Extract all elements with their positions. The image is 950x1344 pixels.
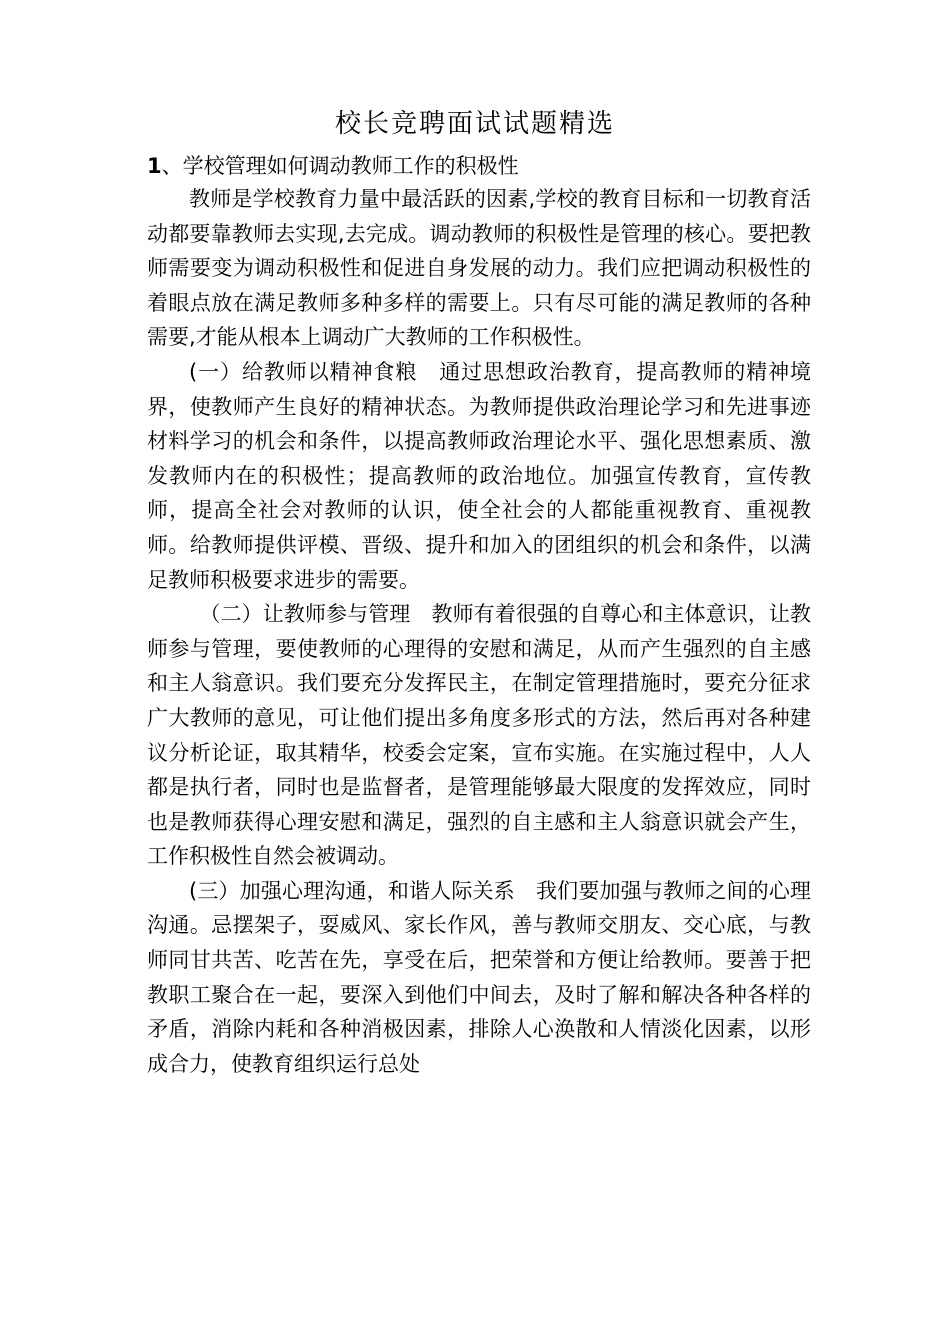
body-text — [147, 182, 811, 1081]
paragraph-spiritual: (一）给教师以精神食粮 通过思想政治教育，提高教师的精神境界，使教师产生良好的精神状态。为教师提供政治理论学习和先进事迹材料学习的机会和条件，以提高教师政治理论水平、强化思想素质、激发教师内在的积极性；提高教师的政治地位。加强宣传教育，宣传教师，提高全社会对教师的认识，使全社会的人都能重视教育、重视教师。给教师提供评模、晋级、提升和加入的团组织的机会和条件，以满足教师积极要求进步的需要。 — [147, 359, 811, 592]
paragraph-communication: (三）加强心理沟通，和谐人际关系 我们要加强与教师之间的心理沟通。忌摆架子，耍威风、家长作风，善与教师交朋友、交心底，与教师同甘共苦、吃苦在先，享受在后，把荣誉和方便让给教师。要善于把教职工聚合在一起，要深入到他们中间去，及时了解和解决各种各样的矛盾，消除内耗和各种消极因素，排除人心涣散和人情淡化因素，以形成合力，使教育组织运行总处 — [147, 878, 811, 1076]
section-number: 1 — [147, 154, 162, 178]
document-title: 校长竞聘面试试题精选 — [334, 109, 615, 139]
paragraph-intro: 教师是学校教育力量中最活跃的因素,学校的教育目标和一切教育活动都要靠教师去实现,去完成。调动教师的积极性是管理的核心。要把教师需要变为调动积极性和促进自身发展的动力。我们应把调动积极性的着眼点放在满足教师多种多样的需要上。只有尽可能的满足教师的各种需要,才能从根本上调动广大教师的工作积极性。 — [147, 187, 811, 350]
paragraph-participation: （二）让教师参与管理 教师有着很强的自尊心和主体意识，让教师参与管理，要使教师的心理得的安慰和满足，从而产生强烈的自主感和主人翁意识。我们要充分发挥民主，在制定管理措施时，要充分征求广大教师的意见，可让他们提出多角度多形式的方法，然后再对各种建议分析论证，取其精华，校委会定案，宣布实施。在实施过程中，人人都是执行者，同时也是监督者，是管理能够最大限度的发挥效应，同时也是教师获得心理安慰和满足，强烈的自主感和主人翁意识就会产生，工作积极性自然会被调动。 — [147, 602, 811, 869]
section-heading-text: 、学校管理如何调动教师工作的积极性 — [161, 154, 519, 178]
section-heading — [147, 150, 807, 182]
